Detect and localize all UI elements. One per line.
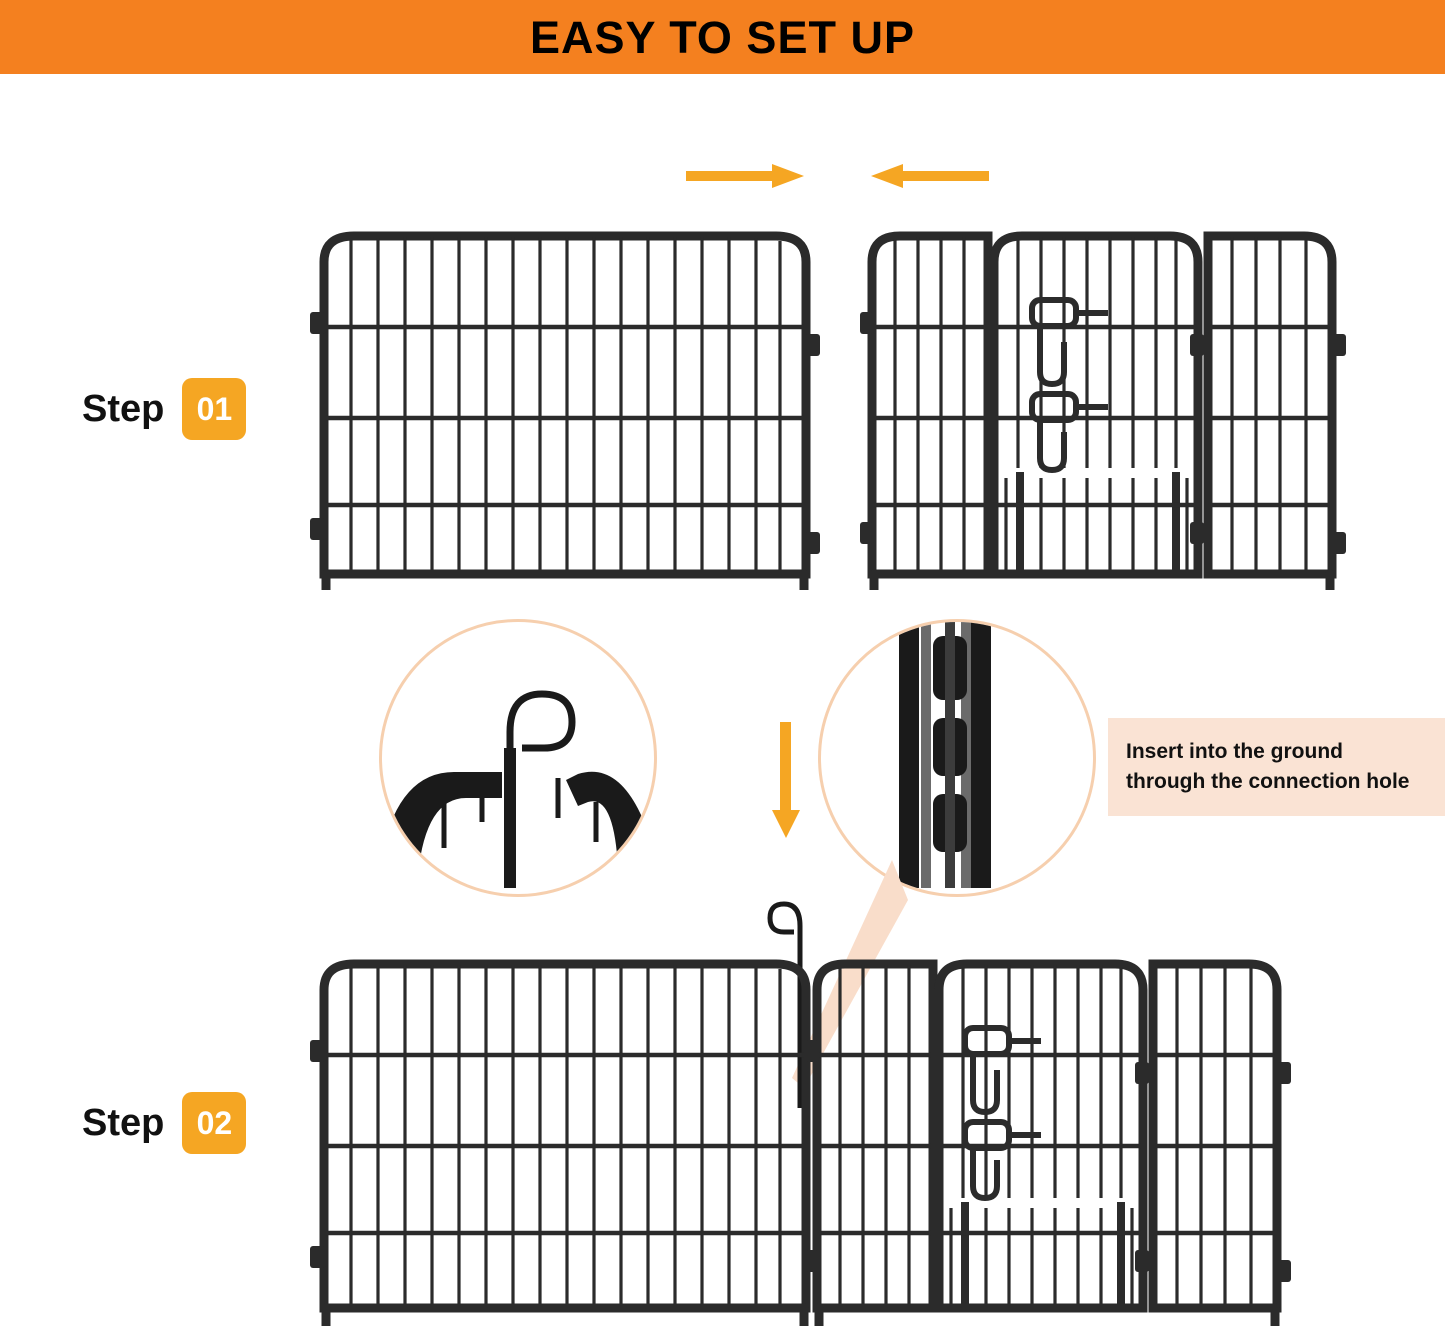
page-title: EASY TO SET UP	[530, 11, 915, 63]
step-word: Step	[82, 387, 165, 430]
fence-panel-wide	[310, 222, 820, 590]
callout-line-1: Insert into the ground	[1126, 740, 1343, 763]
step-word: Step	[82, 1101, 165, 1144]
detail-connection-hole	[818, 619, 1096, 897]
fence-gate-assembly	[860, 222, 1346, 590]
arrow-left-icon	[869, 160, 989, 197]
callout-line-2: through the connection hole	[1126, 770, 1410, 793]
step-01-label	[82, 378, 246, 440]
step-number-badge	[182, 1092, 246, 1154]
arrow-down-icon	[769, 722, 805, 845]
header-banner	[0, 0, 1445, 74]
step-number: 01	[196, 390, 233, 427]
fence-gate-assembly	[805, 950, 1291, 1326]
detail-ground-stake	[379, 619, 657, 897]
arrow-right-icon	[686, 160, 806, 197]
step-number-badge	[182, 378, 246, 440]
step-number: 02	[196, 1104, 233, 1141]
step-02-label	[82, 1092, 246, 1154]
callout-box	[1108, 718, 1445, 816]
fence-panel-wide	[310, 950, 820, 1326]
